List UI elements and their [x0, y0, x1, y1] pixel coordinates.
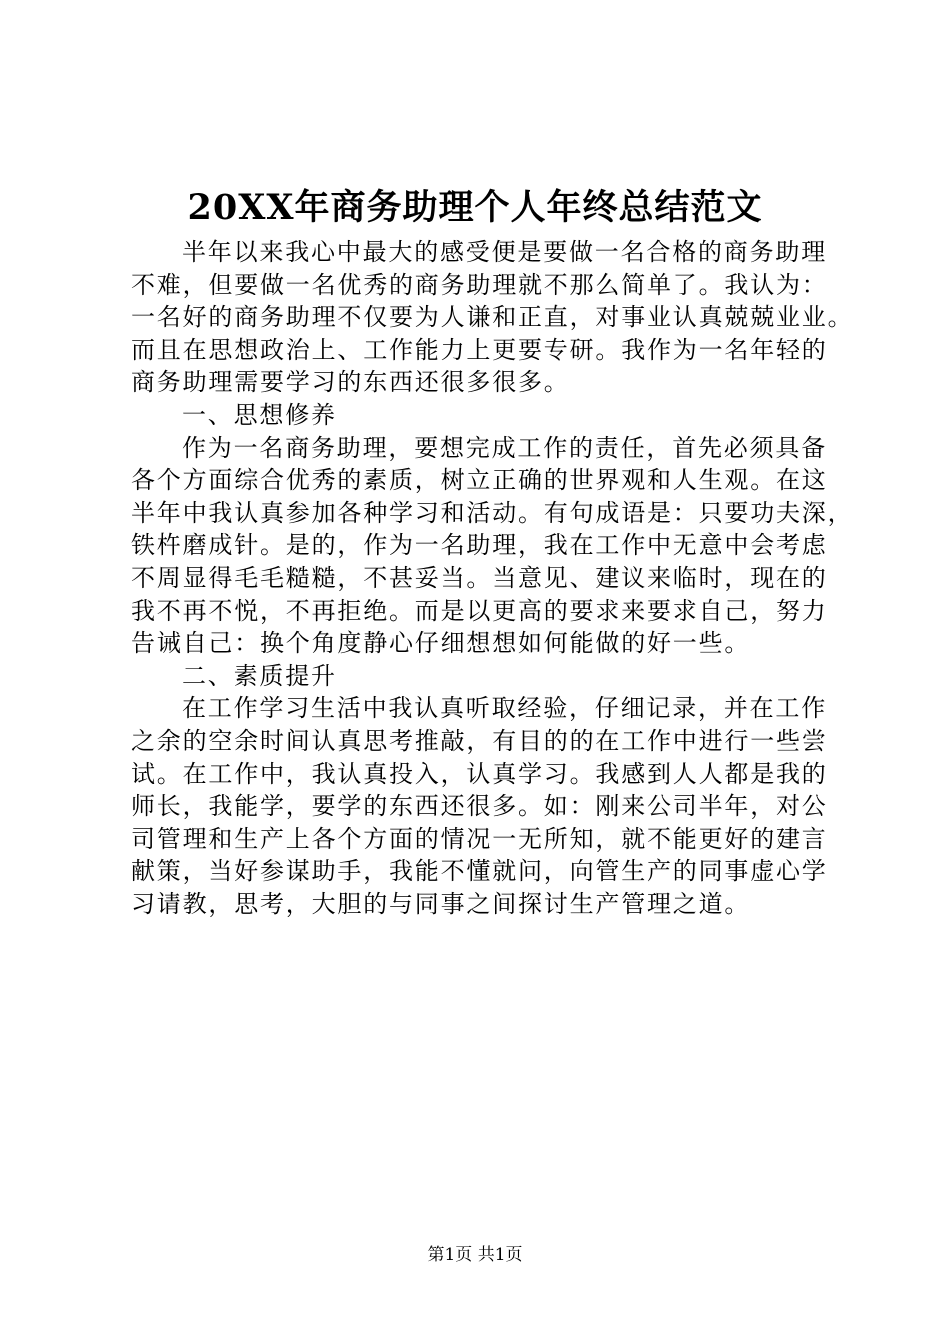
paragraph-2-line-4: 铁杵磨成针。是的，作为一名助理，我在工作中无意中会考虑 [131, 531, 828, 560]
paragraph-2-line-2: 各个方面综合优秀的素质，树立正确的世界观和人生观。在这 [131, 466, 828, 495]
paragraph-1-line-5: 商务助理需要学习的东西还很多很多。 [131, 368, 570, 397]
paragraph-1-line-3: 一名好的商务助理不仅要为人谦和正直，对事业认真兢兢业业。 [131, 303, 854, 332]
paragraph-2-line-5: 不周显得毛毛糙糙，不甚妥当。当意见、建议来临时，现在的 [131, 563, 828, 592]
section-heading-2: 二、素质提升 [182, 661, 337, 690]
document-title: 20XX年商务助理个人年终总结范文 [187, 187, 763, 228]
document-body [131, 236, 854, 920]
paragraph-3-line-3: 试。在工作中，我认真投入，认真学习。我感到人人都是我的 [131, 759, 828, 788]
paragraph-1-line-1: 半年以来我心中最大的感受便是要做一名合格的商务助理 [182, 238, 827, 266]
paragraph-3-line-6: 献策，当好参谋助手，我能不懂就问，向管生产的同事虚心学 [131, 857, 828, 886]
paragraph-1-line-4: 而且在思想政治上、工作能力上更要专研。我作为一名年轻的 [131, 335, 828, 364]
paragraph-3-line-7: 习请教，思考，大胆的与同事之间探讨生产管理之道。 [131, 889, 751, 918]
paragraph-3-line-4: 师长，我能学，要学的东西还很多。如：刚来公司半年，对公 [131, 792, 828, 821]
paragraph-3-line-2: 之余的空余时间认真思考推敲，有目的的在工作中进行一些尝 [131, 726, 828, 755]
paragraph-2-line-1: 作为一名商务助理，要想完成工作的责任，首先必须具备 [182, 433, 827, 462]
paragraph-1-line-2: 不难，但要做一名优秀的商务助理就不那么简单了。我认为： [131, 270, 828, 299]
paragraph-3-line-1: 在工作学习生活中我认真听取经验，仔细记录，并在工作 [182, 694, 827, 723]
section-heading-1: 一、思想修养 [182, 400, 337, 429]
paragraph-2-line-3: 半年中我认真参加各种学习和活动。有句成语是：只要功夫深， [131, 498, 854, 527]
paragraph-2-line-6: 我不再不悦，不再拒绝。而是以更高的要求来要求自己，努力 [131, 596, 828, 625]
paragraph-3-line-5: 司管理和生产上各个方面的情况一无所知，就不能更好的建言 [131, 824, 828, 853]
paragraph-2-line-7: 告诫自己：换个角度静心仔细想想如何能做的好一些。 [131, 629, 751, 658]
page-footer: 第1页 共1页 [427, 1245, 523, 1265]
